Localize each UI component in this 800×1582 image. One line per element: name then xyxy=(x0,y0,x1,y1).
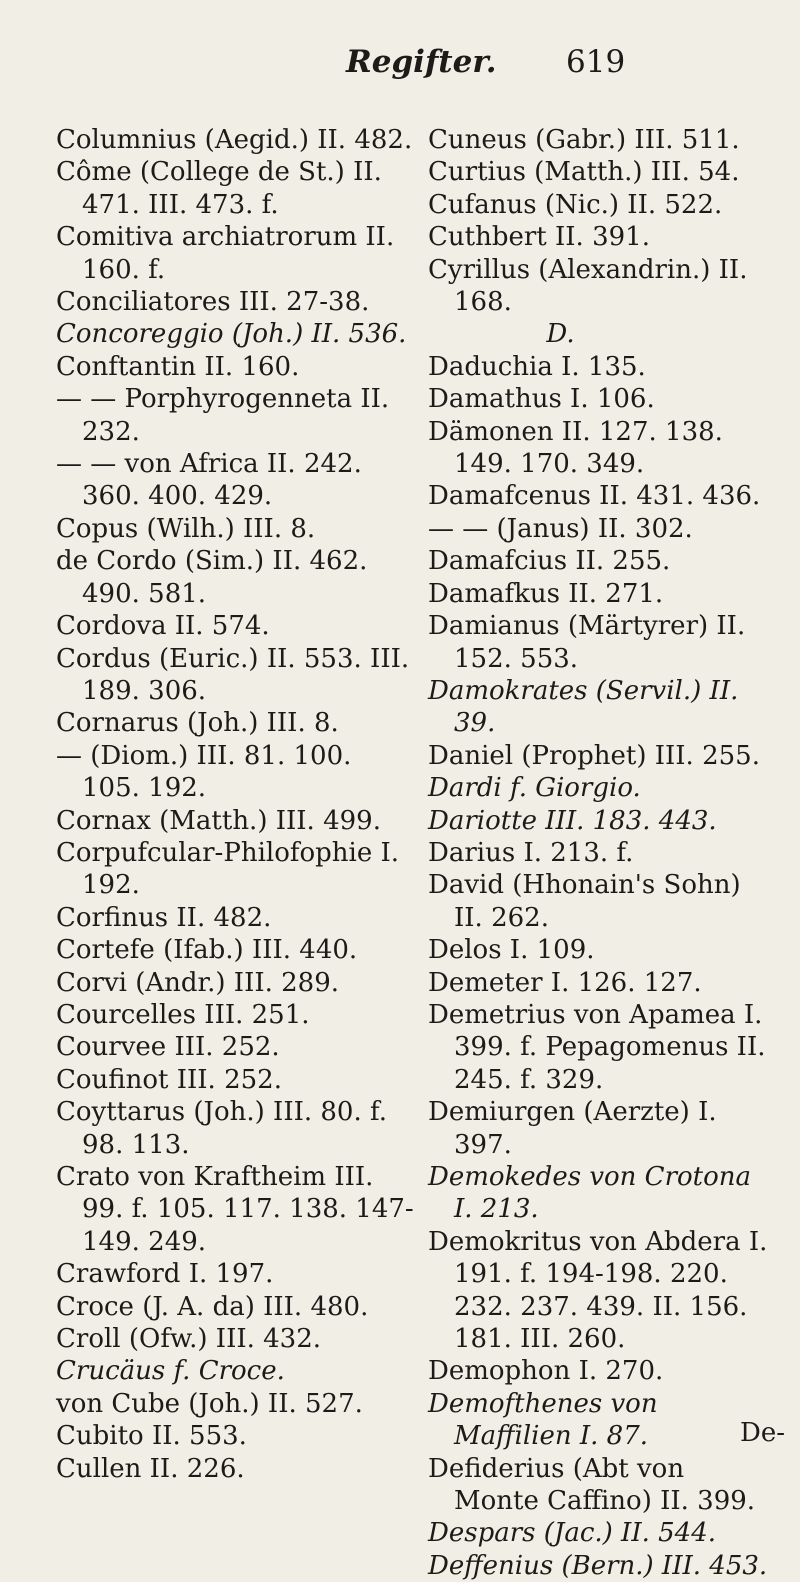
index-entry: Defiderius (Abt von Monte Caffino) II. 399. xyxy=(428,1453,756,1517)
index-entry: — (Diom.) III. 81. 100. 105. 192. xyxy=(56,740,352,804)
index-entry: Daniel (Prophet) III. 255. xyxy=(428,740,760,771)
page-header xyxy=(0,38,800,98)
index-entry: Coufinot III. 252. xyxy=(56,1064,282,1095)
index-entry: Croce (J. A. da) III. 480. xyxy=(56,1291,369,1322)
index-entry: Cullen II. 226. xyxy=(56,1453,245,1484)
index-entry: — — (Janus) II. 302. xyxy=(428,513,693,544)
index-entry: Damafkus II. 271. xyxy=(428,578,664,609)
index-entry: Corvi (Andr.) III. 289. xyxy=(56,967,340,998)
index-entry: Cufanus (Nic.) II. 522. xyxy=(428,189,723,220)
index-entry: Demofthenes von Maffilien I. 87. xyxy=(428,1388,658,1452)
index-entry: Damafcius II. 255. xyxy=(428,546,671,577)
index-entry: Cuthbert II. 391. xyxy=(428,222,650,253)
index-entry: Despars (Jac.) II. 544. xyxy=(428,1518,717,1549)
index-entry: Concoreggio (Joh.) II. 536. xyxy=(56,319,407,350)
index-entry: Conftantin II. 160. xyxy=(56,351,300,382)
index-entry: Dämonen II. 127. 138. 149. 170. 349. xyxy=(428,416,723,480)
index-entry: Curtius (Matth.) III. 54. xyxy=(428,157,740,188)
index-entry: Corfinus II. 482. xyxy=(56,902,272,933)
index-entry: Coyttarus (Joh.) III. 80. f. 98. 113. xyxy=(56,1097,387,1160)
index-entry: Cuneus (Gabr.) III. 511. xyxy=(428,125,740,155)
index-entry: Demetrius von Apamea I. 399. f. Pepagomenus II. 245. f. 329. xyxy=(428,999,766,1095)
index-entry: Damokrates (Servil.) II. 39. xyxy=(428,675,739,739)
index-entry: Demokritus von Abdera I. 191. f. 194-198. 220. 232. 237. 439. II. 156. 181. III. 260. xyxy=(428,1226,768,1355)
index-entry: Cordus (Euric.) II. 553. III. 189. 306. xyxy=(56,643,410,706)
catchword: De- xyxy=(740,1418,786,1448)
index-entry: Cornarus (Joh.) III. 8. xyxy=(56,708,339,739)
right-column xyxy=(428,124,773,1582)
index-entry: Cornax (Matth.) III. 499. xyxy=(56,805,381,836)
index-entry: Comitiva archiatrorum II. 160. f. xyxy=(56,222,395,285)
left-column xyxy=(56,124,416,1485)
index-entry: Daduchia I. 135. xyxy=(428,351,646,382)
page-number: 619 xyxy=(566,44,626,80)
index-entry: Darius I. 213. f. xyxy=(428,837,634,868)
index-entry: Demophon I. 270. xyxy=(428,1356,664,1387)
index-entry: Crato von Kraftheim III. 99. f. 105. 117. 138. 147-149. 249. xyxy=(56,1162,414,1257)
index-entry: — — von Africa II. 242. 360. 400. 429. xyxy=(56,449,362,512)
index-entry: Demiurgen (Aerzte) I. 397. xyxy=(428,1097,717,1160)
running-head: Regifter. xyxy=(346,44,497,80)
index-entry: Dardi f. Giorgio. xyxy=(428,773,641,804)
index-entry: Damathus I. 106. xyxy=(428,384,655,415)
index-entry: Courcelles III. 251. xyxy=(56,999,310,1030)
index-entry: Crucäus f. Croce. xyxy=(56,1356,285,1387)
index-entry: Deffenius (Bern.) III. 453. xyxy=(428,1550,768,1581)
index-entry: — — Porphyrogenneta II. 232. xyxy=(56,384,390,447)
index-entry: Columnius (Aegid.) II. 482. xyxy=(56,125,413,155)
index-entry: Delos I. 109. xyxy=(428,935,595,966)
index-entry: Cordova II. 574. xyxy=(56,611,270,642)
index-entry: Dariotte III. 183. 443. xyxy=(428,805,717,836)
index-entry: Côme (College de St.) II. 471. III. 473. f. xyxy=(56,157,382,220)
index-entry: de Cordo (Sim.) II. 462. 490. 581. xyxy=(56,546,368,609)
index-entry: Croll (Ofw.) III. 432. xyxy=(56,1324,322,1355)
index-entry: Crawford I. 197. xyxy=(56,1259,274,1290)
index-entry: Corpufcular-Philofophie I. 192. xyxy=(56,837,400,901)
index-entry: Conciliatores III. 27-38. xyxy=(56,287,370,318)
index-entry: Demokedes von Crotona I. 213. xyxy=(428,1162,751,1225)
index-entry: Courvee III. 252. xyxy=(56,1032,280,1063)
index-entry: Damafcenus II. 431. 436. xyxy=(428,481,761,512)
index-entry: Damianus (Märtyrer) II. 152. 553. xyxy=(428,611,746,674)
index-entry: David (Hhonain's Sohn) II. 262. xyxy=(428,870,741,933)
index-entry: Cortefe (Ifab.) III. 440. xyxy=(56,935,358,966)
index-entry: von Cube (Joh.) II. 527. xyxy=(56,1388,363,1419)
index-entry: Copus (Wilh.) III. 8. xyxy=(56,513,316,544)
index-entry: Cyrillus (Alexandrin.) II. 168. xyxy=(428,254,748,318)
index-entry: Demeter I. 126. 127. xyxy=(428,967,702,998)
section-letter-heading: D. xyxy=(546,319,575,350)
index-entry: Cubito II. 553. xyxy=(56,1421,247,1452)
